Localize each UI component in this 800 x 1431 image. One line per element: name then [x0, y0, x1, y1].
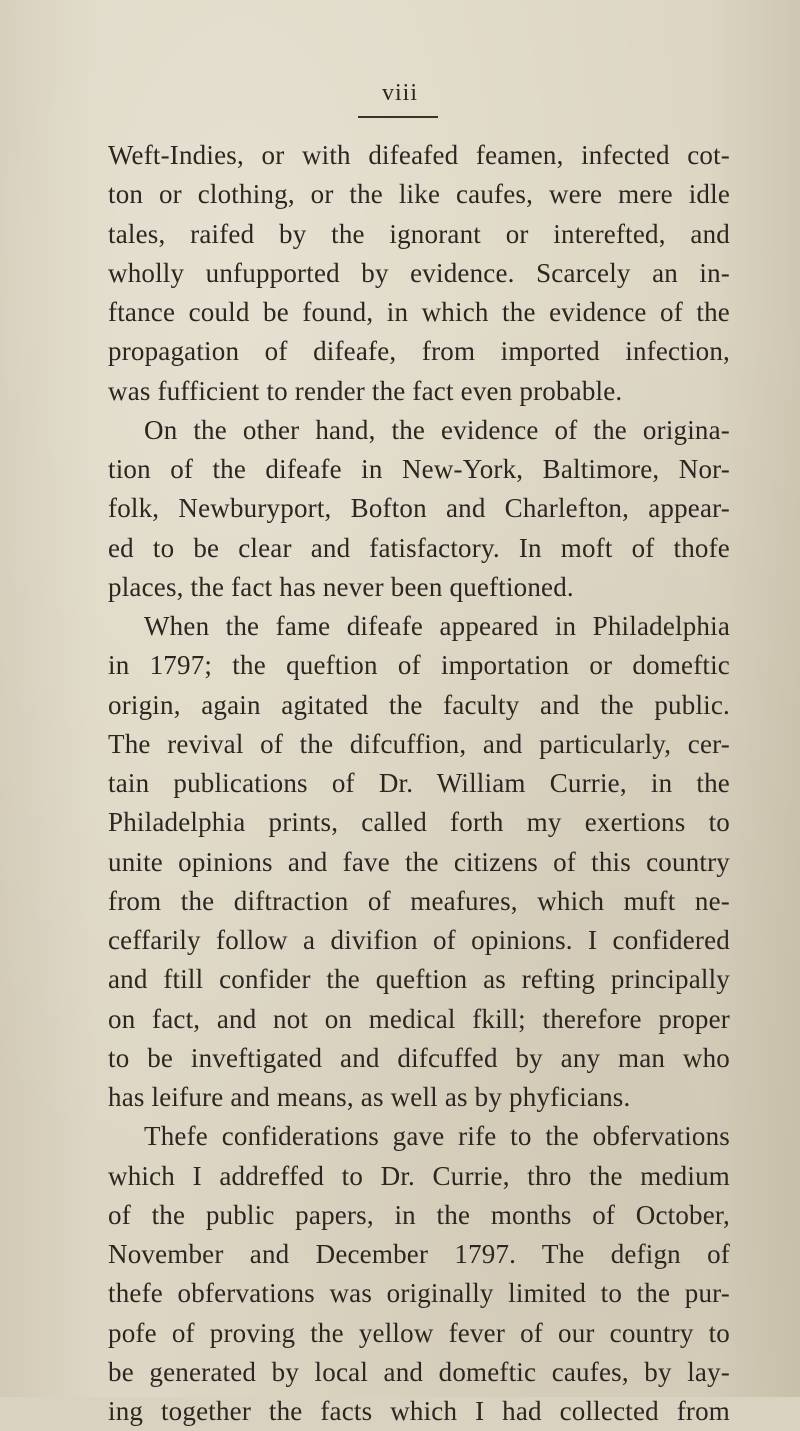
text-line: wholly unfupported by evidence. Scarcely an in-	[108, 257, 730, 288]
paragraph-philadelphia	[108, 607, 730, 1117]
text-line: thefe obfervations was originally limited to the pur-	[108, 1278, 730, 1309]
text-line: on fact, and not on medical fkill; therefore proper	[108, 1003, 730, 1034]
text-line: tion of the difeafe in New-York, Baltimore, Nor-	[108, 454, 730, 484]
text-line: be generated by local and domeftic caufes, by lay-	[108, 1356, 730, 1387]
text-line: ceffarily follow a divifion of opinions. I confidered	[108, 925, 730, 955]
text-line: was fufficient to render the fact even probable.	[108, 375, 623, 406]
text-line: ed to be clear and fatisfactory. In moft of thofe	[108, 532, 730, 563]
header-rule	[358, 116, 438, 118]
text-line: The revival of the difcuffion, and particularly, cer-	[108, 728, 730, 759]
text-line: tales, raifed by the ignorant or interefted, and	[108, 218, 730, 249]
text-line: ftance could be found, in which the evidence of the	[108, 297, 730, 327]
text-line: which I addreffed to Dr. Currie, thro the medium	[108, 1160, 730, 1191]
paragraph-westindies	[108, 136, 730, 411]
text-line: from the diftraction of meafures, which muft ne-	[108, 885, 730, 916]
body-text	[108, 136, 730, 1431]
text-line: in 1797; the queftion of importation or domeftic	[108, 650, 730, 681]
text-line: ing together the facts which I had collected from	[108, 1396, 730, 1426]
text-line: has leifure and means, as well as by phyficians.	[108, 1082, 631, 1112]
paragraph-origination	[108, 411, 730, 607]
text-line: Weft-Indies, or with difeafed feamen, infected cot-	[108, 140, 730, 170]
text-line: and ftill confider the queftion as refting principally	[108, 964, 730, 995]
page-number: viii	[381, 80, 418, 106]
text-line: ton or clothing, or the like caufes, were mere idle	[108, 179, 730, 210]
text-line: places, the fact has never been queftioned.	[108, 571, 574, 602]
text-line: Philadelphia prints, called forth my exertions to	[108, 807, 730, 838]
text-line: On the other hand, the evidence of the origina-	[144, 414, 730, 445]
text-line: November and December 1797. The defign of	[108, 1239, 730, 1269]
text-line: unite opinions and fave the citizens of this country	[108, 846, 730, 877]
text-line: Thefe confiderations gave rife to the obfervations	[144, 1121, 730, 1152]
text-line: origin, again agitated the faculty and the public.	[108, 689, 730, 720]
paragraph-considerations	[108, 1117, 730, 1431]
text-line: tain publications of Dr. William Currie, in the	[108, 768, 730, 798]
text-line: of the public papers, in the months of October,	[108, 1199, 730, 1230]
text-line: folk, Newburyport, Bofton and Charlefton, appear-	[108, 493, 730, 524]
text-line: pofe of proving the yellow fever of our country to	[108, 1317, 730, 1348]
text-line: When the fame difeafe appeared in Philadelphia	[144, 611, 730, 641]
text-line: to be inveftigated and difcuffed by any man who	[108, 1042, 730, 1073]
text-line: propagation of difeafe, from imported infection,	[108, 336, 730, 367]
